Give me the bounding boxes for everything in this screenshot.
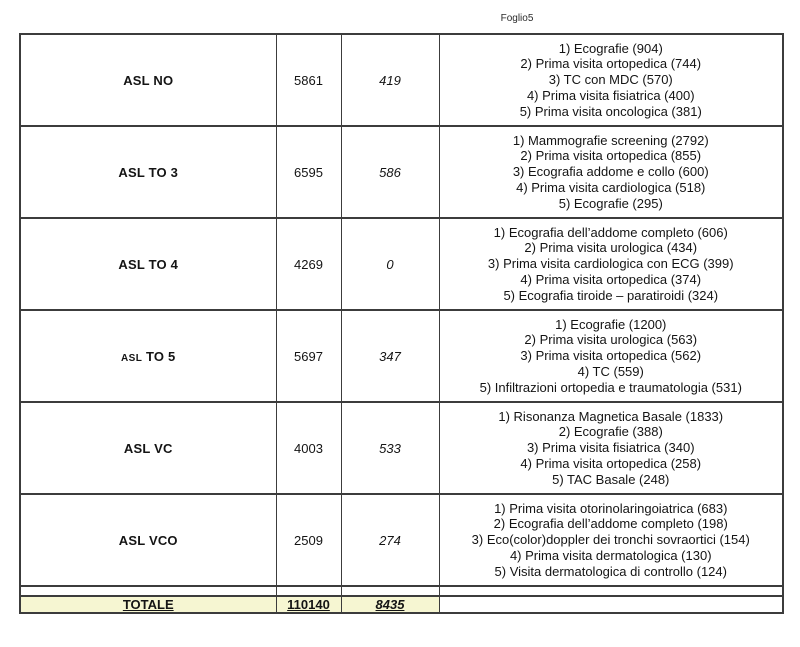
asl-name-cell: [20, 34, 276, 126]
count-cell: [276, 34, 341, 126]
service-item: 5) Ecografie (295): [558, 195, 663, 211]
table-row: [20, 310, 783, 402]
total-secondary-cell: [341, 596, 439, 613]
service-item: 3) Prima visita fisiatrica (340): [526, 440, 695, 456]
service-item: 5) Visita dermatologica di controllo (124): [494, 563, 727, 579]
service-item: 5) TAC Basale (248): [552, 471, 670, 487]
service-item: 4) Prima visita fisiatrica (400): [526, 87, 695, 103]
service-item: 2) Ecografie (388): [558, 424, 663, 440]
count-cell: [276, 402, 341, 494]
secondary-count-cell: [341, 494, 439, 586]
service-item: 4) Prima visita ortopedica (374): [520, 271, 702, 287]
service-item: 3) Prima visita cardiologica con ECG (399): [487, 256, 734, 272]
asl-name-cell: [20, 310, 276, 402]
count-cell: [276, 494, 341, 586]
service-item: 1) Prima visita otorinolaringoiatrica (683): [494, 500, 728, 516]
asl-table-footer: [20, 586, 783, 613]
asl-name-cell: [20, 126, 276, 218]
asl-name-prefix: ASL: [121, 352, 143, 364]
service-item: 2) Prima visita ortopedica (855): [520, 148, 702, 164]
service-item: 2) Ecografia dell’addome completo (198): [493, 516, 728, 532]
top-services-cell: [439, 402, 783, 494]
secondary-count-cell: [341, 126, 439, 218]
service-item: 3) Prima visita ortopedica (562): [520, 348, 702, 364]
top-services-cell: [439, 494, 783, 586]
spacer-cell: [20, 586, 276, 596]
asl-table-body: [20, 34, 783, 586]
asl-name-cell: [20, 494, 276, 586]
service-item: 3) Ecografia addome e collo (600): [512, 164, 709, 180]
spacer-cell: [439, 586, 783, 596]
asl-name: ASL VC: [123, 440, 173, 456]
total-count: 110140: [287, 597, 330, 612]
total-empty-cell: [439, 596, 783, 613]
service-item: 1) Risonanza Magnetica Basale (1833): [498, 408, 724, 424]
table-row: [20, 218, 783, 310]
service-item: 1) Ecografie (1200): [555, 316, 667, 332]
count-cell: [276, 310, 341, 402]
count-value: 4003: [294, 440, 323, 456]
service-item: 4) TC (559): [577, 363, 644, 379]
asl-name-cell: [20, 218, 276, 310]
spacer-row: [20, 586, 783, 596]
service-item: 2) Prima visita urologica (563): [524, 332, 698, 348]
count-value: 2509: [294, 532, 323, 548]
asl-name: ASL TO 4: [118, 256, 179, 272]
asl-name: ASL NO: [123, 72, 174, 88]
table-row: [20, 34, 783, 126]
service-item: 5) Prima visita oncologica (381): [519, 103, 702, 119]
count-value: 5697: [294, 348, 323, 364]
top-services-cell: [439, 310, 783, 402]
asl-name-cell: [20, 402, 276, 494]
table-row: [20, 402, 783, 494]
service-item: 4) Prima visita dermatologica (130): [509, 547, 712, 563]
service-item: 2) Prima visita urologica (434): [524, 240, 698, 256]
service-item: 4) Prima visita ortopedica (258): [520, 455, 702, 471]
service-item: 1) Mammografie screening (2792): [512, 132, 709, 148]
secondary-count-cell: [341, 402, 439, 494]
service-item: 1) Ecografia dell’addome completo (606): [493, 224, 728, 240]
service-item: 5) Infiltrazioni ortopedia e traumatologia (531): [479, 379, 742, 395]
count-value: 5861: [294, 72, 323, 88]
service-item: 3) Eco(color)doppler dei tronchi sovraortici (154): [471, 532, 750, 548]
count-value: 6595: [294, 164, 323, 180]
secondary-count-cell: [341, 218, 439, 310]
secondary-value: 533: [379, 440, 401, 456]
spacer-cell: [276, 586, 341, 596]
sheet-title: Foglio5: [500, 13, 534, 24]
service-item: 5) Ecografia tiroide – paratiroidi (324): [503, 287, 719, 303]
top-services-cell: [439, 126, 783, 218]
count-cell: [276, 126, 341, 218]
count-value: 4269: [294, 256, 323, 272]
secondary-value: 0: [386, 256, 394, 272]
table-row: [20, 126, 783, 218]
top-services-cell: [439, 34, 783, 126]
total-label: TOTALE: [122, 597, 174, 612]
total-count-cell: [276, 596, 341, 613]
secondary-count-cell: [341, 34, 439, 126]
asl-name: ASL TO 3: [118, 164, 179, 180]
asl-name: ASL VCO: [118, 532, 178, 548]
secondary-value: 586: [379, 164, 401, 180]
asl-table: [19, 33, 784, 614]
total-row: [20, 596, 783, 613]
secondary-count-cell: [341, 310, 439, 402]
count-cell: [276, 218, 341, 310]
service-item: 4) Prima visita cardiologica (518): [516, 179, 706, 195]
secondary-value: 274: [379, 532, 401, 548]
secondary-value: 347: [379, 348, 401, 364]
service-item: 3) TC con MDC (570): [548, 72, 673, 88]
total-label-cell: [20, 596, 276, 613]
spacer-cell: [341, 586, 439, 596]
secondary-value: 419: [379, 72, 401, 88]
table-row: [20, 494, 783, 586]
service-item: 1) Ecografie (904): [558, 40, 663, 56]
service-item: 2) Prima visita ortopedica (744): [520, 56, 702, 72]
total-secondary: 8435: [375, 597, 405, 612]
asl-name-rest: TO 5: [146, 348, 176, 364]
top-services-cell: [439, 218, 783, 310]
